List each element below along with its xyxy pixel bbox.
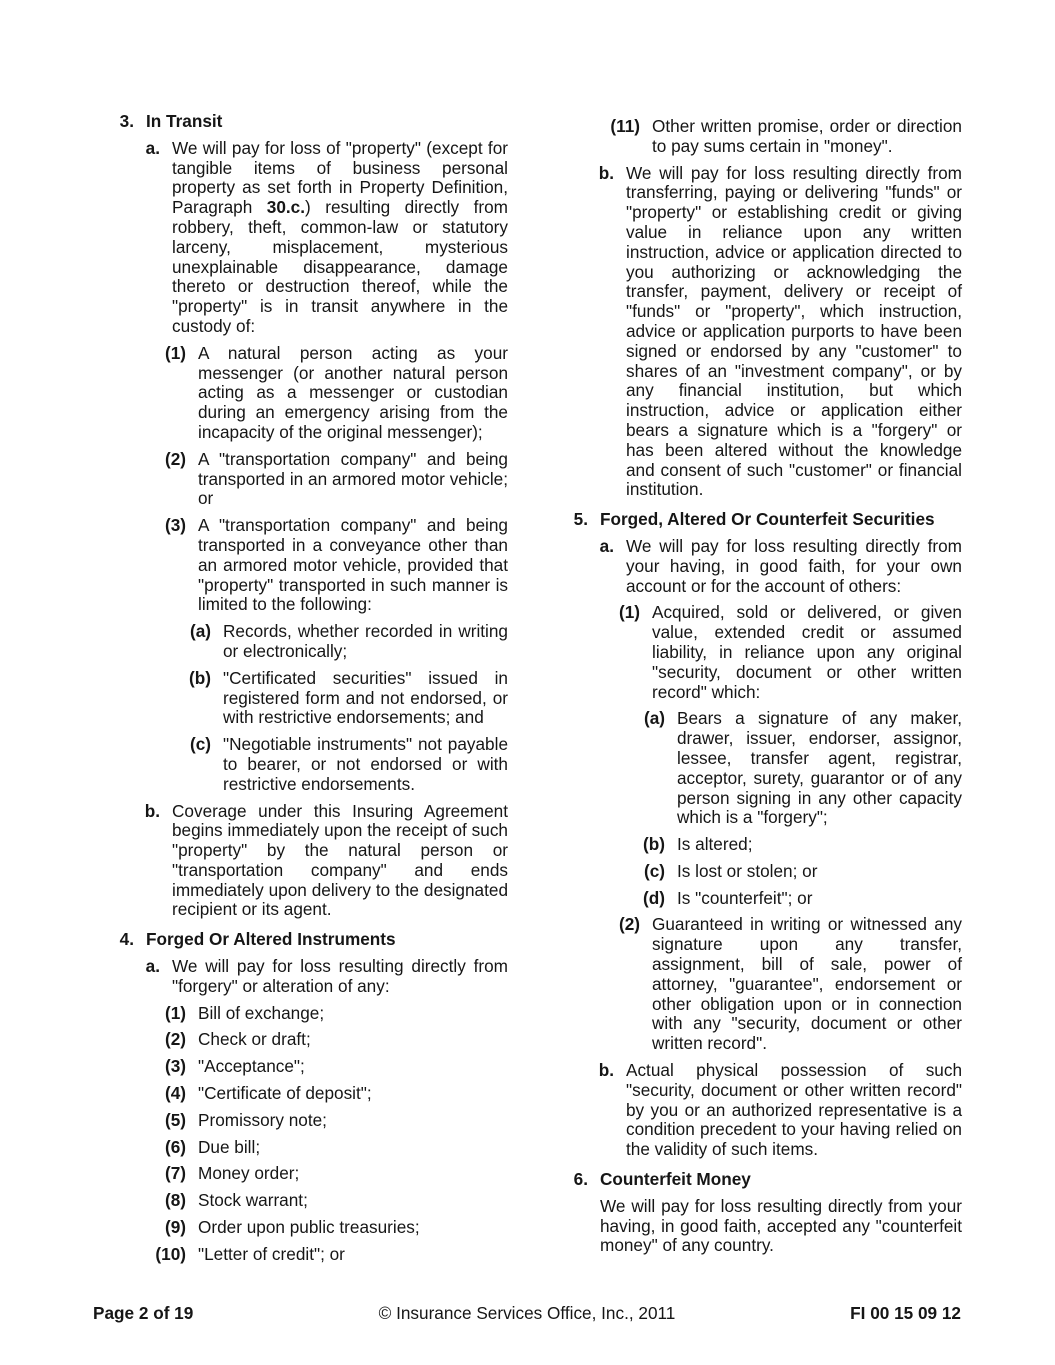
text-run: Records, whether recorded in writing or electronically; [223,621,508,661]
list-marker: (11) [610,116,640,136]
text-run: We will pay for loss resulting directly from your having, in good faith, accepted any "counterfeit money" of any country. [600,1195,962,1256]
text-run: Promissory note; [198,1109,327,1130]
section-heading [117,930,508,950]
list-item [117,735,508,794]
list-item [571,117,962,157]
form-number: FI 00 15 09 12 [850,1303,961,1323]
text-run: Coverage under this Insuring Agreement begins immediately upon the receipt of such "property" by the natural person or "transportation company" and ends immediately upon delivery to the designated recipient or its agent. [172,800,508,920]
list-item [117,1057,508,1077]
list-item [117,1191,508,1211]
list-marker: (c) [643,860,665,881]
text-run: Forged, Altered Or Counterfeit Securities [600,509,935,530]
list-marker: a. [145,956,160,977]
copyright-notice: © Insurance Services Office, Inc., 2011 [378,1303,676,1323]
list-marker: (3) [164,515,186,536]
list-marker: 3. [119,111,134,131]
text-run: We will pay for loss resulting directly from transferring, paying or delivering "funds" or "property" or establishing credit or giving value in reliance upon any written instruction, advice or application directed to you authorizing or acknowledging the transfer, payment, delivery or receipt of "funds" or "property", which instruction, advice or application purports to have been signed or endorsed by any "customer" to shares of an "investment company", or by any financial institution, but which instruction, advice or application either bears a signature which is a "forgery" or has been altered without the knowledge and consent of such "customer" or financial institution. [626,162,962,500]
text-run: Is lost or stolen; or [677,860,818,881]
list-item [571,862,962,882]
text-run: In Transit [146,111,223,131]
list-marker: (7) [164,1163,186,1184]
list-marker: b. [144,800,160,821]
text-run: "Negotiable instruments" not payable to bearer, or not endorsed or with restrictive endorsements. [223,734,508,794]
list-marker: 4. [119,929,134,950]
text-run: Money order; [198,1163,300,1184]
list-item [117,1138,508,1158]
text-column-left [117,112,508,1265]
page-number: Page 2 of 19 [93,1303,194,1323]
list-item [571,164,962,501]
list-marker: (8) [164,1190,186,1211]
text-run: We will pay for loss resulting directly from your having, in good faith, for your own account or for the account of others: [626,535,962,596]
list-item [571,835,962,855]
list-item [117,1245,508,1265]
list-marker: a. [599,535,614,556]
text-run: Due bill; [198,1136,261,1157]
list-marker: (d) [643,887,665,908]
text-run: Forged Or Altered Instruments [146,929,396,950]
list-item [117,1218,508,1238]
text-run: "Letter of credit"; or [198,1243,345,1264]
list-marker: (2) [164,1029,186,1050]
text-run: Check or draft; [198,1029,311,1050]
list-marker: (10) [155,1243,186,1264]
list-item [571,537,962,596]
list-item [117,622,508,662]
text-run: "Certificated securities" issued in registered form and not endorsed, or with restrictive endorsements; and [223,667,508,728]
list-marker: (2) [618,914,640,935]
list-marker: b. [598,162,614,183]
text-run: Is altered; [677,834,753,855]
page-footer [93,1304,961,1324]
list-marker: (1) [164,1002,186,1023]
list-marker: (a) [189,621,211,642]
list-item [117,1030,508,1050]
text-run: Acquired, sold or delivered, or given value, extended credit or assumed liability, in reliance upon any original "security, document or other written record" which: [652,602,962,702]
text-run: "Certificate of deposit"; [198,1083,372,1104]
list-marker: (1) [164,342,186,363]
text-run: We will pay for loss of "property" (except for tangible items of business personal property as set forth in Property Definition, Paragraph [172,137,508,218]
section-heading [571,1170,962,1190]
list-marker: 5. [573,509,588,530]
list-item [117,802,508,921]
list-item [117,344,508,443]
list-marker: (b) [189,667,211,688]
text-run: 30.c. [266,197,305,218]
list-marker: (b) [643,834,665,855]
list-item [117,1164,508,1184]
list-marker: a. [145,137,160,158]
page-body [117,112,962,1265]
list-item [571,1061,962,1160]
list-item [117,1004,508,1024]
text-run: Stock warrant; [198,1190,308,1211]
text-run: Guaranteed in writing or witnessed any signature upon any transfer, assignment, bill of sale, power of attorney, "guarantee", endorsement or other obligation upon or in connection with any "security, document or other written record". [652,914,962,1054]
text-run: Counterfeit Money [600,1169,751,1190]
list-item [571,915,962,1054]
list-item [117,139,508,337]
section-heading [117,112,508,132]
text-run: ) resulting directly from robbery, theft, common-law or statutory larceny, misplacement, mysterious unexplainable disappearance, damage thereto or destruction thereof, while the "property" is in transit anywhere in the custody of: [172,197,508,336]
text-run: Order upon public treasuries; [198,1217,420,1238]
text-run: "Acceptance"; [198,1056,305,1077]
list-marker: (4) [164,1083,186,1104]
list-marker: (1) [618,602,640,623]
list-item [117,516,508,615]
list-item [571,603,962,702]
text-run: Bears a signature of any maker, drawer, issuer, endorser, assignor, lessee, transfer agent, registrar, acceptor, surety, guarantor or of any person signing in any other capacity which is a "forgery"; [677,708,962,828]
list-marker: (c) [189,734,211,755]
list-marker: (3) [164,1056,186,1077]
list-item [117,957,508,997]
text-run: Bill of exchange; [198,1002,325,1023]
text-run: We will pay for loss resulting directly from "forgery" or alteration of any: [172,956,508,996]
list-item [571,709,962,828]
list-marker: (a) [643,708,665,729]
list-item [571,889,962,909]
text-run: A "transportation company" and being transported in a conveyance other than an armored motor vehicle, provided that "property" transported in such manner is limited to the following: [198,515,508,615]
text-run: A natural person acting as your messenger (or another natural person acting as a messenger or custodian during an emergency arising from the incapacity of the original messenger); [198,342,508,442]
list-marker: b. [598,1060,614,1081]
section-heading [571,510,962,530]
list-marker: (5) [164,1109,186,1130]
text-run: Is "counterfeit"; or [677,887,813,908]
list-marker: (9) [164,1217,186,1238]
text-run: Other written promise, order or direction to pay sums certain in "money". [652,116,962,156]
list-marker: (6) [164,1136,186,1157]
list-item [571,1197,962,1256]
list-marker: 6. [573,1169,588,1190]
text-column-right [571,112,962,1265]
text-run: Actual physical possession of such "security, document or other written record" by you or an authorized representative is a condition precedent to your having relied on the validity of such items. [626,1060,962,1160]
list-item [117,450,508,509]
text-run: A "transportation company" and being transported in an armored motor vehicle; or [198,448,508,509]
list-item [117,1111,508,1131]
list-item [117,669,508,728]
list-marker: (2) [164,448,186,469]
list-item [117,1084,508,1104]
